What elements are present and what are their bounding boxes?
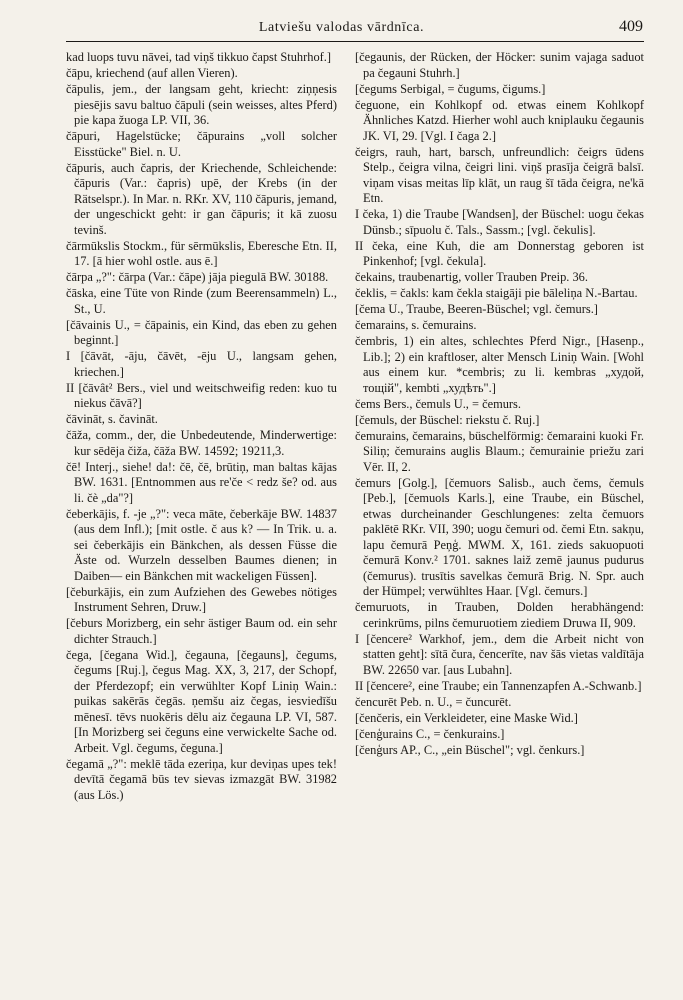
entry: čemuruots, in Trauben, Dolden herabhängend: cerinkrūms, pilns čemuruotiem ziediem Druwa II, 909. <box>355 600 644 630</box>
page-header <box>0 18 683 40</box>
entry: II čeka, eine Kuh, die am Donnerstag geboren ist Pinkenhof; [vgl. čekula]. <box>355 238 644 268</box>
entry: čāvināt, s. čavināt. <box>66 412 158 426</box>
entry: čāpuri, Hagelstücke; čāpurains „voll solcher Eisstücke" Biel. n. U. <box>66 129 337 159</box>
entry: čeigrs, rauh, hart, barsch, unfreundlich: čeigrs ūdens Stelp., čeigra vilna, čeigri lini. viņš prasīja čeigrā balsī. viņam visas meitas līp klāt, un raug šī tāda čeigra, ne'kā Etn. <box>355 144 644 205</box>
entry: čārmūkslis Stockm., für sērmūkslis, Eberesche Etn. II, 17. [ā hier wohl ostle. aus ē.] <box>66 238 337 268</box>
entry: čegamā „?": meklē tāda ezeriņa, kur deviņas upes tek! devītā čegamā būs tev sievas izmazgāt BW. 31982 (aus Lös.) <box>66 756 337 802</box>
right-column <box>355 50 644 759</box>
entry: čega, [čegana Wid.], čegauna, [čegauns], čegums, čegums [Ruj.], čegus Mag. XX, 3, 217, der Schopf, der Pferdezopf; ein verwühlter Kopf Liniņ Wain.: puikas sakērās čegās. ņemšu aiz čegas, iesviedīšu mēnesī. tēvs nuokēris dēlu aiz čegauna LP. VI, 587. [In Morizberg sei čeguns eine verwickelte Sache od. Arbeit. Vgl. čegums, čeguna.] <box>66 647 337 755</box>
entry: čekains, traubenartig, voller Trauben Preip. 36. <box>355 270 588 284</box>
entry: čāža, comm., der, die Unbedeutende, Minderwertige: kur sēdēja čiža, čāža BW. 14592; 19211,3. <box>66 428 337 458</box>
entry: čāpu, kriechend (auf allen Vieren). <box>66 66 238 80</box>
entry: [čegums Serbigal, = čugums, čigums.] <box>355 81 546 96</box>
entry: [čenģurains C., = čenkurains.] <box>355 726 505 741</box>
entry: I [čencere² Warkhof, jem., dem die Arbeit nicht von statten geht]: sītā čura, čencerīte, nav šās vietas valdītāja BW. 22650 var. [aus Lubahn]. <box>355 631 644 677</box>
entry: [čāvainis U., = čāpainis, ein Kind, das eben zu gehen beginnt.] <box>66 317 337 347</box>
entry: čāpuris, auch čapris, der Kriechende, Schleichende: čāpuris (Var.: čapris) upē, der Krebs (in der Rätselspr.). In Mar. n. RKr. XV, 110 čāpuris, jemand, der ungeschickt geht: ir gan čāpuris; it kā zuosu tevinš. <box>66 160 337 237</box>
entry: [čeburkājis, ein zum Aufziehen des Gewebes nötiges Instrument Sehren, Druw.] <box>66 584 337 614</box>
entry: kad luops tuvu nāvei, tad viņš tikkuo čapst Stuhrhof.] <box>66 50 331 64</box>
entry: čems Bers., čemuls U., = čemurs. <box>355 396 521 411</box>
entry: čeklis, = čakls: kam čekla staigāji pie bāleliņa N.-Bartau. <box>355 286 638 300</box>
entry: I [čāvāt, -āju, čāvēt, -ēju U., langsam gehen, kriechen.] <box>66 349 337 379</box>
entry: II [čāvât² Bers., viel und weitschweifig reden: kuo tu niekus čāvā?] <box>66 380 337 410</box>
entry: II [čencere², eine Traube; ein Tannenzapfen A.-Schwanb.] <box>355 678 642 693</box>
entry: [čemuls, der Büschel: riekstu č. Ruj.] <box>355 412 540 427</box>
entry: [čema U., Traube, Beeren-Büschel; vgl. čemurs.] <box>355 302 598 316</box>
left-column <box>66 50 337 804</box>
page-number: 409 <box>619 18 643 35</box>
running-title: Latviešu valodas vārdnīca. <box>258 20 425 35</box>
entry: čē! Interj., siehe! da!: čē, čē, brūtiņ, man baltas kājas BW. 1631. [Entnommen aus re'če < redz še? od. aus li. čè „da"?] <box>66 459 337 505</box>
entry: čembris, 1) ein altes, schlechtes Pferd Nigr., [Hasenp., Lib.]; 2) ein kraftloser, alter Mensch Liniņ Wain. [Wohl aus einem kur. *cembris; zu li. kembras „худой, тощій", kembti „худѣть".] <box>355 334 644 395</box>
entry: [čenčeris, ein Verkleideter, eine Maske Wid.] <box>355 710 578 725</box>
entry: [čeburs Morizberg, ein sehr ästiger Baum od. ein sehr dichter Strauch.] <box>66 616 337 646</box>
entry: čemarains, s. čemurains. <box>355 318 477 332</box>
entry: čāpulis, jem., der langsam geht, kriecht: ziņņesis piesējis savu baltuo čāpuli (sein weisses, altes Pferd) pie kapa žuoga LP. VII, 36. <box>66 82 337 127</box>
entry: čeberkājis, f. -je „?": veca māte, čeberkāje BW. 14837 (aus dem Infl.); [mit ostle. č aus k? — In Trik. u. a. sei čeberkājis ein Bänkchen, als dessen Füsse die Äste od. Wurzeln desselben Baumes dienen; in Daiben— ein Bänkchen mit wackeligen Füssen]. <box>66 506 337 583</box>
header-rule <box>66 41 644 42</box>
entry: čārpa „?": čārpa (Var.: čāpe) jāja piegulā BW. 30188. <box>66 270 329 284</box>
entry: čāska, eine Tüte von Rinde (zum Beerensammeln) L., St., U. <box>66 286 337 316</box>
entry: [čenģurs AP., C., „ein Büschel"; vgl. čenkurs.] <box>355 742 585 757</box>
entry: čemurains, čemarains, büschelförmig: čemaraini kuoki Fr. Siliņ; čemurains auglis Blaum.; čemurainie priežu zari Vēr. II, 2. <box>355 428 644 474</box>
entry: [čegaunis, der Rücken, der Höcker: sunim vajaga saduot pa čegauni Stuhrh.] <box>355 50 644 80</box>
entry: čencurēt Peb. n. U., = čuncurēt. <box>355 694 512 709</box>
entry: čeguone, ein Kohlkopf od. etwas einem Kohlkopf Ähnliches Katzd. Hierher wohl auch kniplauku čegaunis JK. VI, 29. [Vgl. I čaga 2.] <box>355 97 644 143</box>
entry: I čeka, 1) die Traube [Wandsen], der Büschel: uogu čekas Dünsb.; sīpuolu č. Tals., Sassm.; [vgl. čekulis]. <box>355 207 644 237</box>
entry: čemurs [Golg.], [čemuors Salisb., auch čems, čemuls [Peb.], [čemuols Karls.], eine Traube, ein Büschel, etwas durcheinander Geschlungenes: zelta čemuors paklētē RKr. VII, 390; uogu čemuri od. čemi Etn. sakņu, lapu čemurā Peņģ. MWM. X, 161. zieds sakuopuoti čemurā Konv.² 1701. saknes laiž zemē jaunus pudurus (čemurus). trusītis savelkas čemurā Brig. N. Spr. auch der Hümpel; verwühltes Haar. [Vgl. čemurs.] <box>355 475 644 598</box>
